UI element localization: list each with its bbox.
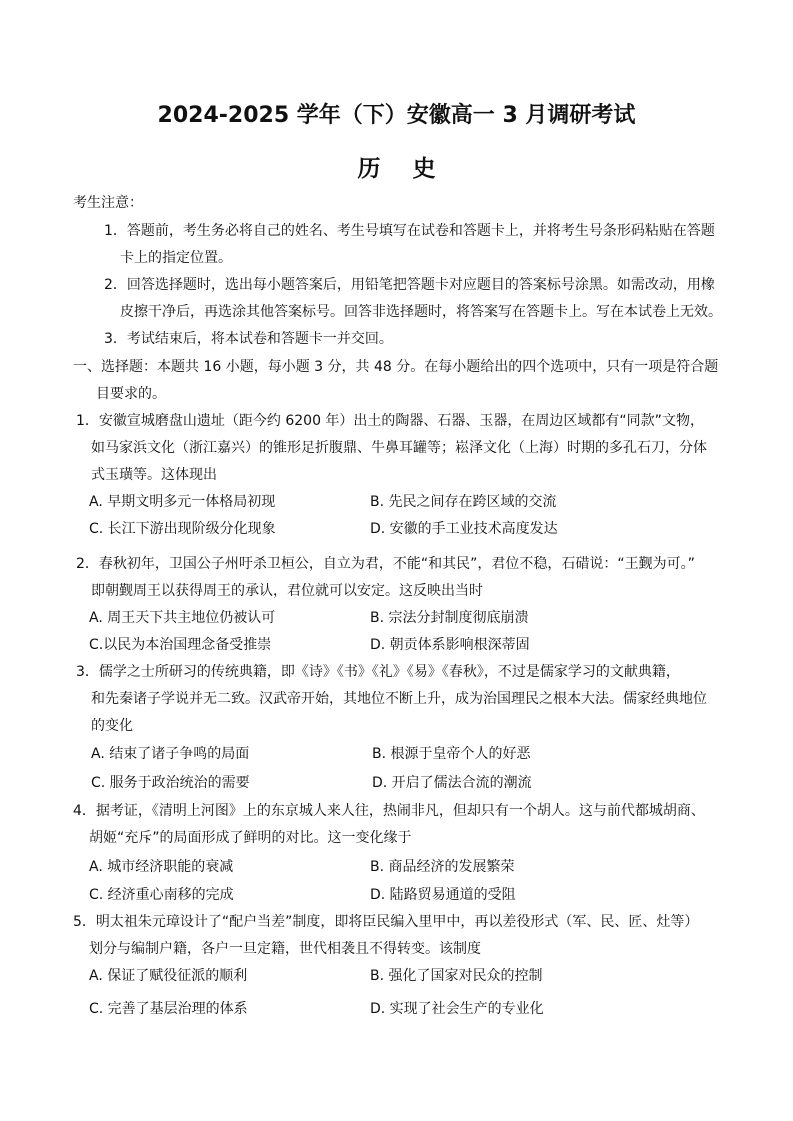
subject-title: 历 史	[357, 156, 448, 182]
question-3-option-c: C. 服务于政治统治的需要	[91, 775, 250, 791]
question-4-option-d: D. 陆路贸易通道的受阻	[370, 887, 516, 903]
notice-item-2-line-1: 2．回答选择题时，选出每小题答案后，用铅笔把答题卡对应题目的答案标号涂黑。如需改动，用橡	[104, 277, 715, 293]
question-1-option-b: B. 先民之间存在跨区域的交流	[370, 494, 557, 510]
question-3-line-3: 的变化	[91, 718, 133, 734]
question-1-line-2: 如马家浜文化（浙江嘉兴）的锥形足折腹鼎、牛鼻耳罐等；崧泽文化（上海）时期的多孔石刀，分体	[91, 440, 707, 456]
question-5-option-d: D. 实现了社会生产的专业化	[370, 1001, 544, 1017]
question-4-option-a: A. 城市经济职能的衰减	[89, 859, 234, 875]
question-2-option-a: A. 周王天下共主地位仍被认可	[89, 610, 276, 626]
question-2-line-1: 2．春秋初年，卫国公子州吁杀卫桓公，自立为君，不能“和其民”，君位不稳，石碏说：“王觐为可。”	[76, 556, 695, 572]
question-3-line-2: 和先秦诸子学说并无二致。汉武帝开始，其地位不断上升，成为治国理民之根本大法。儒家经典地位	[91, 691, 707, 707]
question-2-line-2: 即朝觐周王以获得周王的承认，君位就可以安定。这反映出当时	[91, 583, 483, 599]
notice-item-3: 3．考试结束后，将本试卷和答题卡一并交回。	[104, 331, 393, 347]
question-1-line-1: 1．安徽宣城磨盘山遗址（距今约 6200 年）出土的陶器、石器、玉器，在周边区域都有“同款”文物，	[76, 413, 704, 429]
question-4-option-b: B. 商品经济的发展繁荣	[370, 859, 515, 875]
question-2-option-d: D. 朝贡体系影响根深蒂固	[370, 637, 530, 653]
exam-title: 2024-2025 学年（下）安徽高一 3 月调研考试	[157, 103, 636, 128]
question-1-option-d: D. 安徽的手工业技术高度发达	[370, 521, 558, 537]
question-2-option-b: B. 宗法分封制度彻底崩溃	[370, 610, 529, 626]
question-4-line-2: 胡姬“充斥”的局面形成了鲜明的对比。这一变化缘于	[89, 830, 412, 846]
question-3-option-d: D. 开启了儒法合流的潮流	[372, 775, 532, 791]
question-4-option-c: C. 经济重心南移的完成	[89, 887, 234, 903]
question-1-option-a: A. 早期文明多元一体格局初现	[89, 494, 276, 510]
question-1-line-3: 式玉璜等。这体现出	[91, 467, 217, 483]
question-4-line-1: 4．据考证，《清明上河图》上的东京城人来人往，热闹非凡，但却只有一个胡人。这与前代都城胡商、	[73, 803, 705, 819]
question-3-option-b: B. 根源于皇帝个人的好恶	[372, 746, 531, 762]
question-3-option-a: A. 结束了诸子争鸣的局面	[91, 746, 250, 762]
question-5-line-2: 划分与编制户籍，各户一旦定籍，世代相袭且不得转变。该制度	[89, 941, 481, 957]
question-5-option-b: B. 强化了国家对民众的控制	[370, 968, 543, 984]
question-2-option-c: C.以民为本治国理念备受推崇	[89, 637, 272, 653]
notice-item-1-line-2: 卡上的指定位置。	[120, 250, 232, 266]
question-1-option-c: C. 长江下游出现阶级分化现象	[89, 521, 276, 537]
notice-heading: 考生注意：	[73, 195, 143, 211]
question-5-option-c: C. 完善了基层治理的体系	[89, 1001, 248, 1017]
section-heading-line-2: 目要求的。	[96, 386, 166, 402]
question-5-option-a: A. 保证了赋役征派的顺利	[89, 968, 248, 984]
question-5-line-1: 5．明太祖朱元璋设计了“配户当差”制度，即将臣民编入里甲中，再以差役形式（军、民、匠、灶等）	[73, 914, 699, 930]
notice-item-1-line-1: 1．答题前，考生务必将自己的姓名、考生号填写在试卷和答题卡上，并将考生号条形码粘贴在答题	[104, 223, 715, 239]
question-3-line-1: 3．儒学之士所研习的传统典籍，即《诗》《书》《礼》《易》《春秋》，不过是儒家学习的文献典籍，	[76, 664, 680, 680]
notice-item-2-line-2: 皮擦干净后，再选涂其他答案标号。回答非选择题时，将答案写在答题卡上。写在本试卷上无效。	[120, 304, 722, 320]
section-heading-line-1: 一、选择题：本题共 16 小题，每小题 3 分，共 48 分。在每小题给出的四个选项中，只有一项是符合题	[73, 359, 719, 375]
